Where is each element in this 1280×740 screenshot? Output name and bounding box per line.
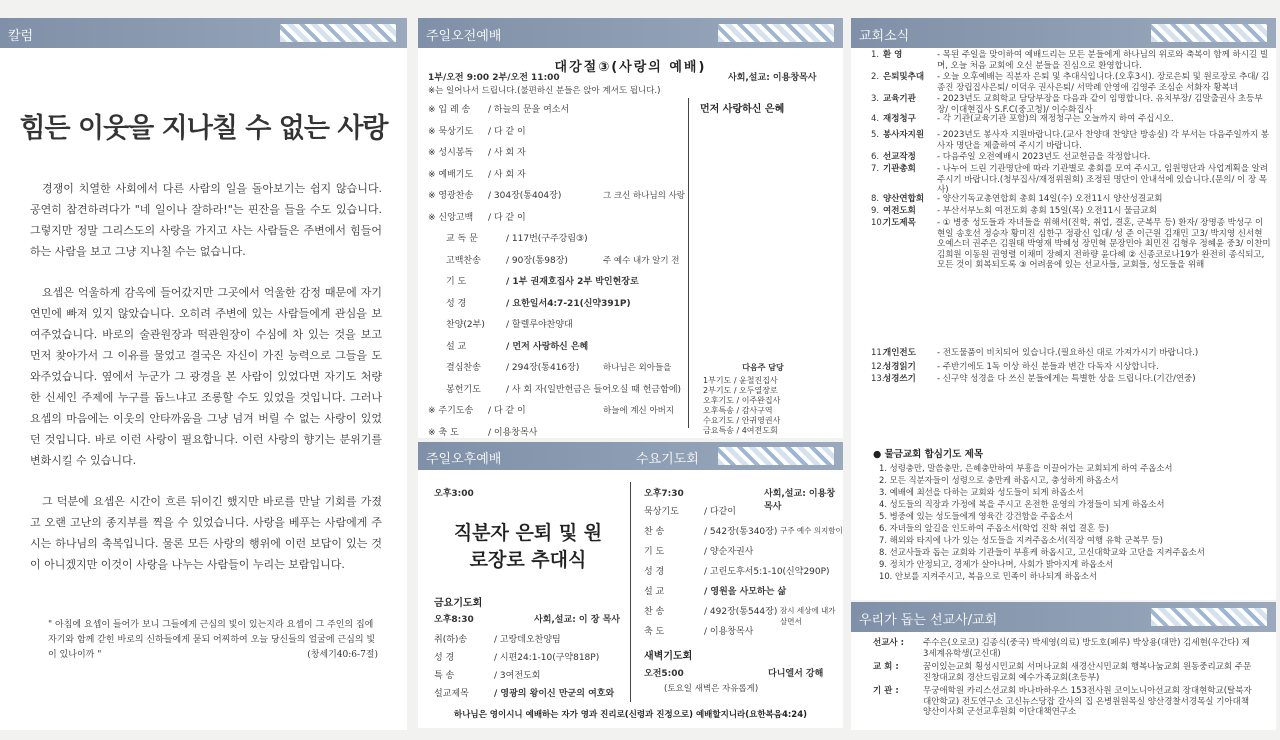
news-item-number: 1.: [871, 50, 880, 60]
news-item-number: 3.: [871, 94, 880, 104]
news-item-text: - 다음주일 오전예배시 2023년도 선교헌금을 작정합니다.: [937, 152, 1151, 162]
news-item: [871, 114, 1271, 125]
worship-item-label: ※ 축 도: [428, 427, 459, 438]
prayer-item: 1. 성령충만, 말씀충만, 은혜충만하여 부흥을 이끌어가는 교회되게 하여 주옵소서: [879, 463, 1173, 473]
news-item-number: 6.: [871, 152, 880, 162]
worship-item: [446, 253, 568, 266]
prayer-title-text: 물금교회 합심기도 제목: [884, 449, 983, 460]
worship-item: [446, 382, 681, 395]
worship-item-label: ※ 입 례 송: [428, 105, 471, 115]
duty-item: 1부기도 / 윤철진집사: [703, 376, 778, 385]
news-item-number: 13.: [871, 374, 885, 384]
morning-worship-panel: [418, 18, 843, 438]
prayer-item: 7. 해외와 타지에 나가 있는 성도들을 지켜주옵소서(직장 여행 유학 군복무 등): [879, 535, 1163, 545]
wednesday-preacher: 사회,설교: 이용창목사: [764, 489, 836, 512]
mission-panel: [851, 602, 1276, 730]
worship-item-label: ※ 묵상기도: [428, 126, 474, 137]
wednesday-item: [644, 624, 753, 637]
friday-item-label: 취(하)송: [434, 635, 468, 645]
news-item: [871, 152, 1271, 163]
news-item-text: - 부산서부노회 여전도회 총회 15일(목) 오전11시 물금교회: [937, 206, 1157, 216]
prayer-list-title: [873, 446, 983, 460]
worship-item: [428, 124, 526, 137]
wednesday-hymn-title: 잠시 세상에 내가 살면서: [780, 606, 836, 626]
worship-item-value: / 90장(통98장): [506, 255, 568, 266]
worship-item: [446, 274, 639, 287]
sermon-side-title: 먼저 사랑하신 은혜: [700, 104, 785, 115]
news-item-number: 12.: [871, 362, 885, 372]
wednesday-time: 오후7:30: [644, 489, 684, 499]
wednesday-item: [644, 504, 736, 517]
service-preacher: 사회,설교: 이용창목사: [728, 73, 817, 83]
worship-item: [428, 102, 569, 115]
wednesday-item: [644, 584, 786, 597]
friday-item: [434, 650, 599, 663]
mission-item-label: 기 관 :: [873, 686, 899, 696]
duty-item: 수요기도 / 안귀영권사: [703, 416, 781, 425]
worship-item-label: ※ 예배기도: [428, 169, 474, 180]
news-item: [871, 94, 1271, 115]
worship-item-label: 결심찬송: [446, 363, 481, 373]
duty-item: 오후기도 / 이주완집사: [703, 396, 781, 405]
header-pattern: [280, 24, 396, 42]
wednesday-item-label: 축 도: [644, 627, 665, 637]
worship-item-label: 성 경: [446, 298, 467, 309]
worship-item-value: / 할렐루야찬양대: [506, 320, 573, 330]
wednesday-item: [644, 564, 830, 577]
news-item-text: - 나누어 드린 기관명단에 따라 기관별로 총회를 모여 주시고, 임원명단과 사업계획을 알려주시기 바랍니다.(청부집사/재정위원회) 조정된 명단이 안내석에 있습니다.(문의/ 이 장 목사): [937, 164, 1269, 196]
quote-reference: (창세기40:6-7절): [307, 650, 378, 660]
wednesday-header-label: 수요기도회: [636, 452, 699, 467]
dawn-title: 새벽기도회: [644, 651, 693, 662]
news-item-number: 10.: [871, 218, 885, 228]
dawn-bible-study: 다니엘서 강해: [768, 669, 824, 679]
worship-item-label: 고백찬송: [446, 255, 481, 266]
worship-item-value: / 먼저 사랑하신 은혜: [506, 341, 589, 352]
news-item-label: 기관총회: [883, 164, 916, 174]
divider: [688, 98, 689, 428]
worship-item-value: / 다 같 이: [488, 406, 526, 416]
wednesday-item-value: / 492장(통544장): [704, 607, 778, 617]
next-week-duty-title: 다음주 담당: [742, 363, 784, 372]
friday-item-value: / 고랑데오찬양팀: [494, 635, 561, 645]
news-item-text: - 2023년도 봉사자 지원바랍니다.(교사 찬양대 찬양단 방송실) 각 부서는 다음주일까지 봉사자 명단을 제출하여 주시기 바랍니다.: [937, 130, 1270, 151]
duty-item: 금요특송 / 4여전도회: [703, 426, 778, 435]
news-item: [871, 362, 1271, 373]
prayer-item: 8. 선교사들과 돕는 교회와 기관들이 부흥케 하옵시고, 고신대학교와 고단을 지켜주옵소서: [879, 547, 1205, 557]
friday-item-value: / 시편24:1-10(구약818P): [494, 653, 600, 663]
worship-item-label: 찬양(2부): [446, 320, 485, 330]
duty-item: 2부기도 / 오두열장로: [703, 386, 778, 395]
news-item-label: 성경쓰기: [883, 374, 916, 384]
duty-item: 오후특송 / 감사구역: [703, 406, 773, 415]
news-item-text: - 신구약 성경을 다 쓰신 분들에게는 특별한 상을 드립니다.(기간/연중): [937, 374, 1196, 384]
news-item: [871, 50, 1271, 71]
prayer-item: 10. 안보를 지켜주시고, 복음으로 민족이 하나되게 하옵소서: [879, 571, 1098, 581]
worship-item: [428, 167, 526, 180]
column-panel: [0, 18, 407, 730]
friday-title: 금요기도회: [434, 598, 483, 609]
worship-item-value: / 요한일서4:7-21(신약391P): [506, 298, 631, 309]
worship-item-value: / 다 같 이: [488, 126, 526, 137]
quote-text: " 아침에 요셉이 들어가 보니 그들에게 근심의 빛이 있는지라 요셉이 그 주인의 집에 자기와 함께 갇힌 바로의 신하들에게 묻되 어찌하여 오늘 당신들의 얼굴에 근심의 빛이 있나이까 ": [48, 620, 376, 660]
header-pattern: [1151, 24, 1267, 42]
news-item-label: 교육기관: [883, 94, 916, 104]
column-paragraph: 경쟁이 치열한 사회에서 다른 사람의 일을 돌아보기는 쉽지 않습니다. 공연히 참견하려다가 "네 일이나 잘하라!"는 핀잔을 들을 수도 있습니다. 그렇지만 정말 그리스도의 사랑을 가지고 사는 사람들은 주변에서 힘들어 하는 사람을 보고 그냥 지나칠 수는 없습니다.: [30, 182, 382, 258]
footer-verse: 하나님은 영이시니 예배하는 자가 영과 진리로(신령과 진정으로) 예배할지니라(요한복음4:24): [454, 710, 807, 720]
news-item-text: - 목된 주일을 맞이하여 예배드리는 모든 분들에게 하나님의 위로와 축복이 함께 하시길 빌며, 오늘 처음 교회에 오신 분들을 진심으로 환영합니다.: [937, 50, 1269, 71]
worship-item-hymn-title: 그 크신 하나님의 사랑: [603, 191, 686, 201]
worship-item-hymn-title: 주 예수 내가 알기 전: [603, 255, 680, 266]
column-body: [30, 178, 382, 595]
friday-time: 오후8:30: [434, 615, 474, 625]
wednesday-item-value: / 고린도후서5:1-10(신약290P): [704, 567, 830, 577]
prayer-item: 6. 자녀들의 앞길을 인도하여 주옵소서(학업 진학 취업 결혼 등): [879, 523, 1109, 533]
sermon-series-title: 대강절③(사랑의 예배): [554, 60, 707, 75]
header-pattern: [718, 24, 834, 42]
wednesday-item-label: 설 교: [644, 587, 665, 597]
friday-item-label: 성 경: [434, 653, 455, 663]
news-item-number: 8.: [871, 194, 880, 204]
news-item: [871, 348, 1271, 359]
worship-item-value: / 304장(통404장): [488, 191, 562, 201]
news-item-label: 은퇴및추대: [883, 72, 925, 82]
wednesday-item-value: / 이용창목사: [704, 627, 754, 637]
mission-item-text: 무궁애학원 카리스선교회 바나바하우스 153전사원 코이노니아선교회 장대현학교(탈북자대안학교) 전도연구소 고신뉴스당잡 갈사의 집 온병원원목실 양산경찰서경목실 기아대책양산이사회 군선교후원회 이단대책연구소: [923, 686, 1252, 717]
news-item: [871, 164, 1271, 196]
news-item-number: 2.: [871, 72, 880, 82]
prayer-item: 3. 예배에 최선을 다하는 교회와 성도들이 되게 하옵소서: [879, 487, 1084, 497]
friday-item: [434, 686, 614, 699]
news-item: [871, 374, 1271, 385]
afternoon-time: 오후3:00: [434, 489, 474, 499]
header-pattern: [718, 447, 834, 465]
column-title: 힘든 이웃을 지나칠 수 없는 사랑: [19, 113, 388, 144]
news-item-text: - 주반기에도 1독 이상 하신 분들과 변간 다독자 시상합니다.: [937, 362, 1159, 372]
news-item-text: - ① 병중 성도들과 자녀들을 위해서(진학, 취업, 결혼, 군복무 등) 환자/ 장명종 박성구 이현일 송호선 정승자 황미진 심한구 정광신 입대/ 성 준 이근원 김재민 고3/ 박지영 신서현 오예스더 권주은 김원태 박영재 박혜성 장민혁 문장민아 최민진 김형우 정혜윤 중3/ 이찬미 김희원 이동원 권영렬 이채미 장혜지 전하량 윤다혜 ② 신종코로나19가 완전히 종식되고, 모든 것이 회복되도록 ③ 어려움에 있는 선교사들, 교회들, 성도들을 위해: [937, 218, 1271, 271]
worship-item: [428, 425, 537, 438]
wednesday-item-label: 기 도: [644, 547, 665, 557]
wednesday-item-value: / 양순자권사: [704, 547, 754, 557]
worship-item: [446, 231, 588, 244]
news-item-label: 기도제목: [883, 218, 916, 228]
news-item-label: 재정청구: [883, 114, 916, 124]
friday-preacher: 사회,설교: 이 장 목사: [534, 615, 620, 625]
worship-item-value: / 294장(통416장): [506, 363, 580, 373]
news-item-text: - 오늘 오후예배는 직분자 은퇴 및 추대식입니다.(오후3시). 장로은퇴 및 원로장로 추대/ 김종진 장립집사은퇴/ 이덕우 권사은퇴/ 서막례 안영애 김영주 조심순 서화자 황복녀: [937, 72, 1270, 93]
worship-item-label: ※ 성시봉독: [428, 148, 474, 158]
worship-item-value: / 이용창목사: [488, 427, 538, 438]
prayer-item: 2. 모든 직분자들이 성령으로 충만케 하옵시고, 충성하게 하옵소서: [879, 475, 1119, 485]
afternoon-worship-panel: [418, 442, 843, 728]
news-item-label: 양산연합회: [883, 194, 925, 204]
worship-item-value: / 사 회 자: [488, 148, 526, 158]
worship-item: [446, 360, 579, 373]
wednesday-item-value: / 다같이: [704, 507, 736, 517]
mission-item-text: 꿈이있는교회 횡성시민교회 서머나교회 새경산시민교회 행복나눔교회 원동중리교회 주문진창대교회 경산드림교회 예수가족교회(초등부): [923, 662, 1252, 683]
worship-item-label: 봉헌기도: [446, 384, 481, 395]
dawn-time: 오전5:00: [644, 669, 684, 679]
news-item-number: 11.: [871, 348, 885, 358]
mission-header: 우리가 돕는 선교사/교회: [851, 602, 1276, 632]
column-quote: [48, 618, 378, 663]
column-paragraph: 요셉은 억울하게 감옥에 들어갔지만 그곳에서 억울한 감정 때문에 자기 연민에 빠져 있지 않았습니다. 오히려 주변에 있는 사람들에게 관심을 보여주었습니다. 바로의 술관원장과 떡관원장이 수심에 차 있는 것을 보고 먼저 찾아가서 그 이유를 물었고 결국은 자신이 가진 능력으로 그들을 도와주었습니다. 옆에서 누군가 그 광경을 본 사람이 있었다면 자기도 처량한 신세인 주제에 누구를 돕느냐고 조롱할 수도 있었을 것입니다. 그러나 요셉의 마음에는 이웃의 안타까움을 그냥 넘겨 버릴 수 없는 사랑이 있었던 것입니다. 바로 이런 사랑이 필요합니다. 이런 사랑의 향기는 분위기를 변화시킬 수 있습니다.: [30, 286, 382, 467]
friday-item-value: / 3여전도회: [494, 671, 541, 681]
worship-item-label: ※ 영광찬송: [428, 191, 474, 201]
worship-item: [428, 403, 526, 416]
mission-item-text: 주수은(오로코) 김종식(중국) 박세영(의료) 방도호(페루) 박상용(대만) 김세현(우간다) 제3세계유학생(고신대): [923, 638, 1250, 659]
worship-item-label: 교 독 문: [446, 234, 478, 244]
wednesday-item-label: 찬 송: [644, 607, 665, 617]
news-item: [871, 194, 1271, 205]
worship-item-label: ※ 주기도송: [428, 406, 474, 416]
friday-item-value: / 영광의 왕이신 만군의 여호와: [494, 689, 615, 699]
news-item-number: 9.: [871, 206, 880, 216]
worship-item: [446, 317, 573, 330]
wednesday-item-label: 찬 송: [644, 527, 665, 537]
worship-item-hymn-title: 하늘에 계신 아버지: [603, 406, 675, 416]
wednesday-item-label: 성 경: [644, 567, 665, 577]
wednesday-item: [644, 524, 777, 537]
worship-item-value: / 사 회 자(일반헌금은 들어오실 때 헌금함에): [506, 384, 682, 395]
bullet-icon: ●: [873, 449, 885, 460]
news-item-text: - 양산기독교총연합회 총회 14일(수) 오전11시 양산성결교회: [937, 194, 1163, 204]
friday-item-label: 설교제목: [434, 689, 469, 699]
worship-item: [428, 145, 526, 158]
afternoon-header-label: 주일오후예배: [426, 452, 502, 467]
column-paragraph: 그 덕분에 요셉은 시간이 흐른 뒤이긴 했지만 바로를 만날 기회를 가졌고 오랜 고난의 종지부를 찍을 수 있었습니다. 사랑을 베푸는 사람에게 주시는 하나님의 축복입니다. 물론 모든 사랑의 행위에 이런 보답이 있는 것이 아니겠지만 이것이 사랑을 나누는 사람들이 누리는 보람입니다.: [30, 495, 382, 571]
worship-item-label: 기 도: [446, 277, 467, 287]
wednesday-hymn-title: 구주 예수 의지함이: [780, 526, 843, 535]
mission-item-label: 교 회 :: [873, 662, 899, 672]
mission-item-label: 선교사 :: [873, 638, 904, 648]
wednesday-item: [644, 544, 753, 557]
news-item: [871, 72, 1271, 93]
news-item: [871, 130, 1271, 151]
news-item: [871, 206, 1271, 217]
column-header: 칼럼: [0, 18, 407, 48]
header-pattern: [1151, 608, 1267, 626]
worship-item-value: / 사 회 자: [488, 169, 526, 180]
dawn-note: (토요일 새벽은 자유롭게): [664, 684, 759, 694]
divider: [630, 482, 631, 702]
news-item-number: 7.: [871, 164, 880, 174]
friday-item: [434, 668, 540, 681]
news-item-label: 환 영: [883, 50, 903, 60]
worship-item-value: / 하늘의 문을 여소서: [488, 105, 570, 115]
worship-item-hymn-title: 하나님은 외아들을: [603, 363, 672, 373]
news-item-label: 선교작정: [883, 152, 916, 162]
wednesday-item-value: / 542장(통340장): [704, 527, 778, 537]
news-item-label: 성경읽기: [883, 362, 916, 372]
news-item: [871, 218, 1271, 271]
news-item-number: 5.: [871, 130, 880, 140]
wednesday-item-value: / 영원을 사모하는 삶: [704, 587, 787, 597]
friday-item-label: 특 송: [434, 671, 455, 681]
standing-note: ※는 일어나서 드립니다.(불편하신 분들은 앉아 계셔도 됩니다.): [428, 86, 661, 96]
news-item-text: - 전도물품이 비치되어 있습니다.(필요하신 대로 가져가시기 바랍니다.): [937, 348, 1199, 358]
worship-item-value: / 117번(구주강림③): [506, 234, 588, 244]
worship-item: [446, 339, 588, 352]
wednesday-item: [644, 604, 777, 617]
news-item-label: 개인전도: [883, 348, 916, 358]
worship-item: [446, 296, 631, 309]
worship-item: [428, 210, 526, 223]
prayer-item: 4. 성도들의 직장과 가정에 복을 주시고 온전한 운영의 가정들이 되게 하옵소서: [879, 499, 1165, 509]
friday-item: [434, 632, 561, 645]
worship-item-label: ※ 신앙고백: [428, 212, 474, 223]
news-item-label: 봉사자지원: [883, 130, 925, 140]
prayer-item: 5. 병중에 있는 성도들에게 영육간 강건함을 주옵소서: [879, 511, 1073, 521]
news-item-text: - 각 기관(교육기관 포함)의 재정청구는 오늘까지 하여 주십시오.: [937, 114, 1174, 124]
church-news-header: 교회소식: [851, 18, 1276, 48]
prayer-item: 9. 정치가 안정되고, 경제가 살아나며, 사회가 밝아지게 하옵소서: [879, 559, 1114, 569]
ceremony-title: 직분자 은퇴 및 원로장로 추대식: [453, 522, 603, 571]
wednesday-item-label: 묵상기도: [644, 507, 679, 517]
worship-item: [428, 188, 561, 201]
news-item-text: - 2023년도 교회학교 담당부장을 다음과 같이 임명합니다. 유치부장/ 김말출권사 초등부장/ 이대현집사 S.F.C(중고청)/ 이수화집사: [937, 94, 1263, 115]
news-item-label: 여전도회: [883, 206, 916, 216]
church-news-panel: [851, 18, 1276, 600]
worship-item-value: / 1부 권재호집사 2부 박인현장로: [506, 277, 639, 287]
worship-item-value: / 다 같 이: [488, 212, 526, 223]
morning-worship-header: 주일오전예배: [418, 18, 843, 48]
news-item-number: 4.: [871, 114, 880, 124]
worship-item-label: 설 교: [446, 341, 467, 352]
service-times: 1부/오전 9:00 2부/오전 11:00: [428, 73, 560, 83]
